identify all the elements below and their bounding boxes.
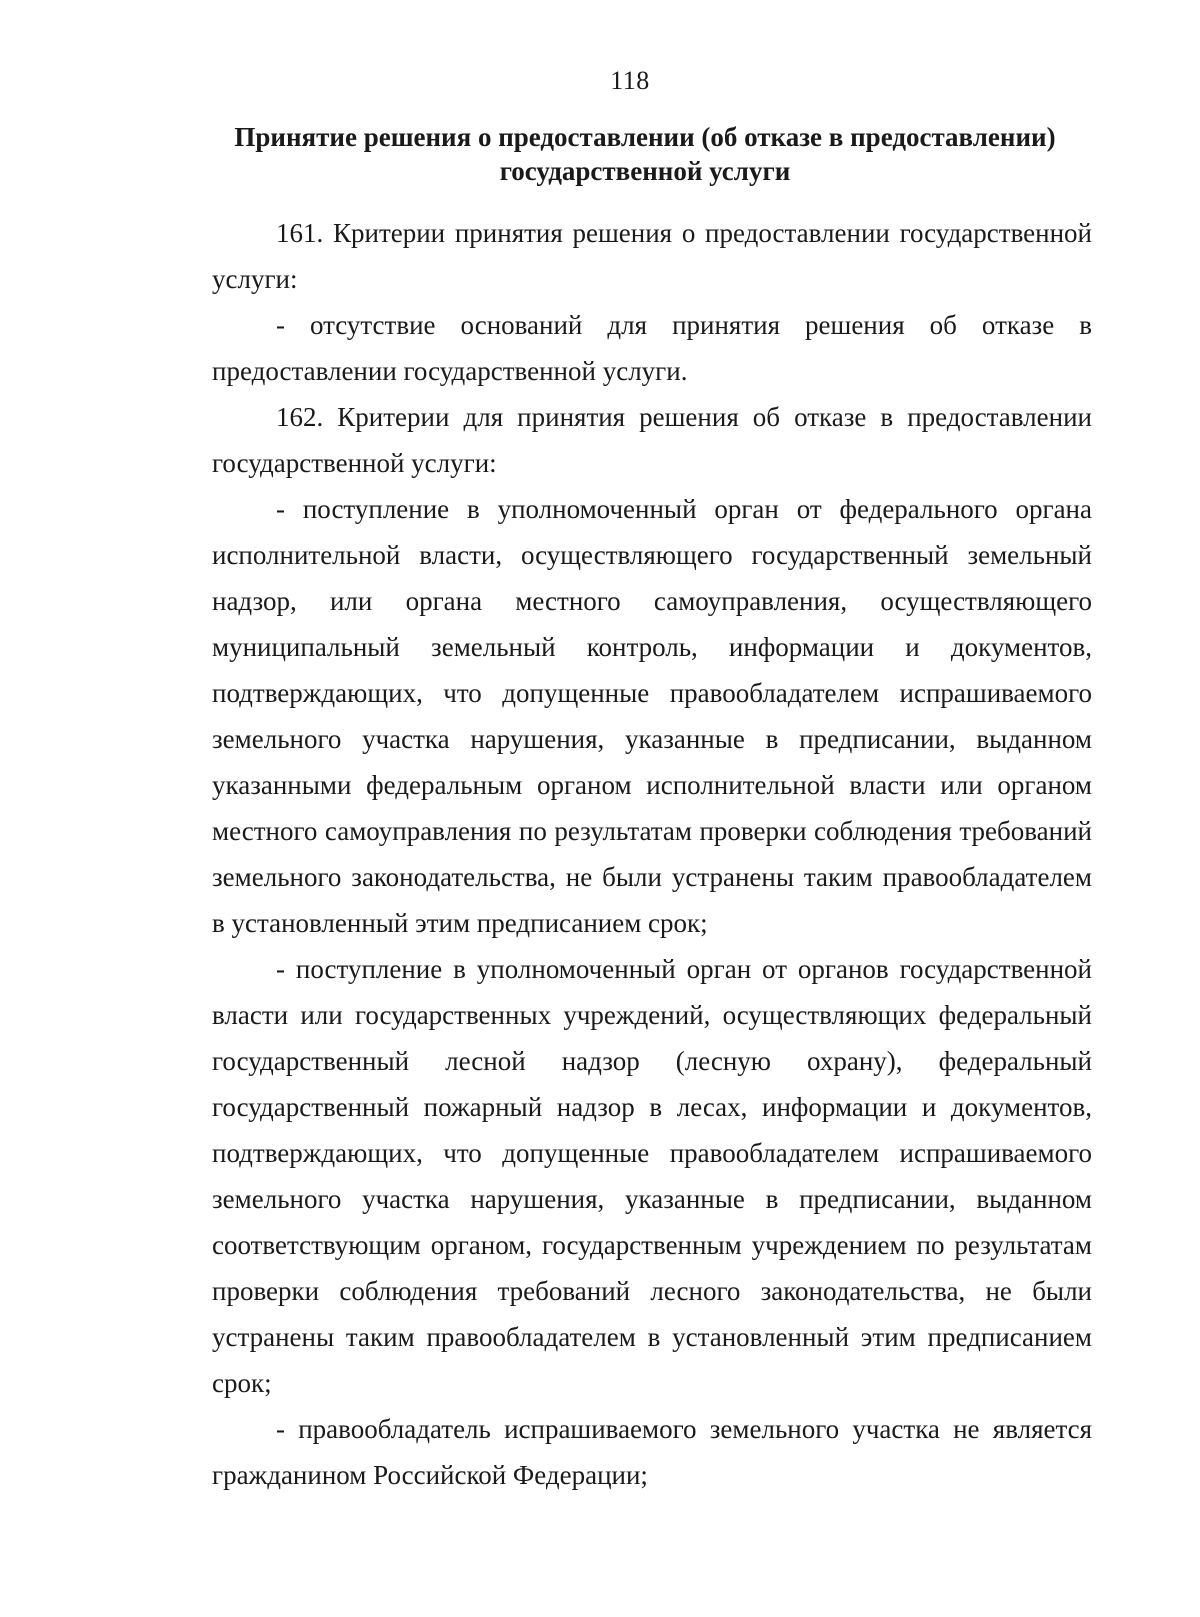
paragraph-162-item-1: - поступление в уполномоченный орган от федерального органа исполнительной власти, осуществляющего государственный земельный надзор, или органа местного самоуправления, осуществляющего муниципальный земельный контроль, информации и документов, подтверждающих, что допущенные правообладателем испрашиваемого земельного участка нарушения, указанные в предписании, выданном указанными федеральным органом исполнительной власти или органом местного самоуправления по результатам проверки соблюдения требований земельного законодательства, не были устранены таким правообладателем в установленный этим предписанием срок; [212, 494, 1092, 938]
section-heading [160, 120, 1130, 188]
paragraph-161: 161. Критерии принятия решения о предоставлении государственной услуги: [212, 218, 1092, 294]
paragraph-162: 162. Критерии для принятия решения об отказе в предоставлении государственной услуги: [212, 402, 1092, 478]
paragraph-162-item-2: - поступление в уполномоченный орган от органов государственной власти или государственных учреждений, осуществляющих федеральный государственный лесной надзор (лесную охрану), федеральный государственный пожарный надзор в лесах, информации и документов, подтверждающих, что допущенные правообладателем испрашиваемого земельного участка нарушения, указанные в предписании, выданном соответствующим органом, государственным учреждением по результатам проверки соблюдения требований лесного законодательства, не были устранены таким правообладателем в установленный этим предписанием срок; [212, 954, 1092, 1398]
section-heading-line-2: государственной услуги [499, 156, 791, 186]
section-heading-line-1: Принятие решения о предоставлении (об отказе в предоставлении) [234, 122, 1056, 152]
page-number: 118 [610, 66, 650, 95]
paragraph-161-item: - отсутствие оснований для принятия решения об отказе в предоставлении государственной услуги. [212, 310, 1092, 386]
body-text [212, 210, 1092, 1498]
paragraph-162-item-3: - правообладатель испрашиваемого земельного участка не является гражданином Российской Федерации; [212, 1414, 1092, 1490]
